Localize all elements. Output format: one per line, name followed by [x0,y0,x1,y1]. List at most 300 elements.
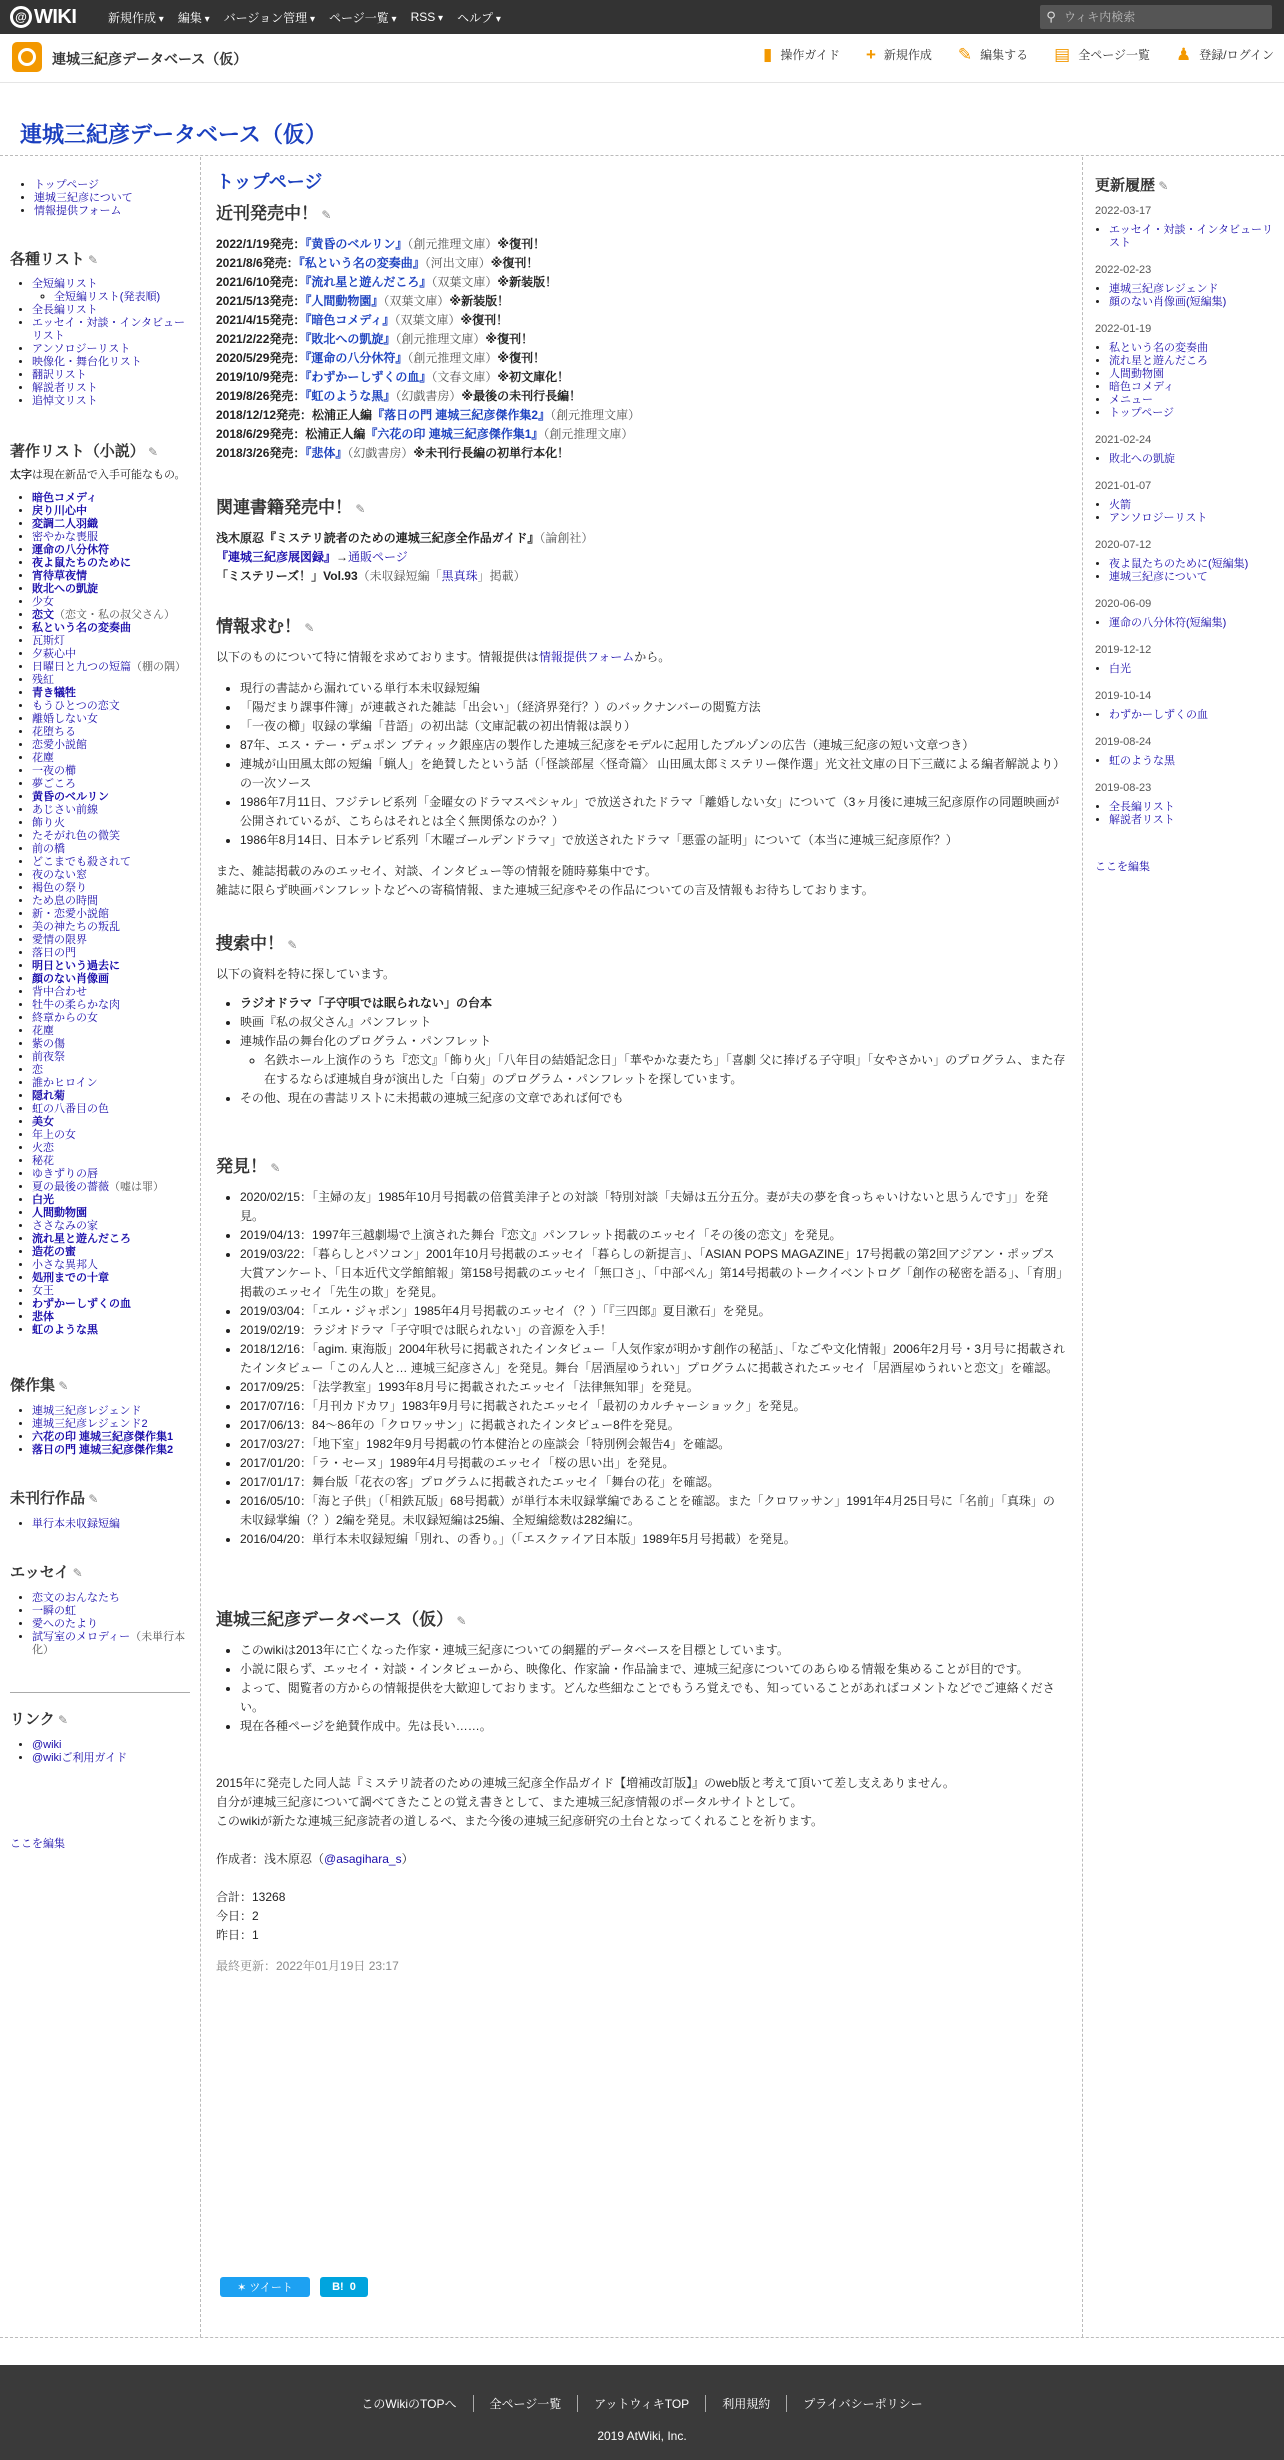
recent-change-date: 2022-03-17 [1095,205,1152,217]
left-link-label: トップページ [34,179,100,191]
search-input[interactable] [1062,9,1266,25]
work-title: 背中合わせ [32,986,87,998]
lists-list [10,278,195,408]
work-item[interactable] [32,817,195,830]
footer-link-terms[interactable]: 利用規約 [705,2395,786,2412]
footer-link-privacy[interactable]: プライバシーポリシー [786,2395,938,2412]
list-item: • 映画『私の叔父さん』パンフレット [240,1013,1066,1032]
work-item[interactable] [32,960,195,973]
release-title[interactable]: 『敗北への凱旋』 [305,332,396,346]
essay-item[interactable] [32,1592,195,1605]
document-icon: ▤ [1054,45,1071,64]
release-date: 2018/6/29発売：松浦正人編 [216,427,366,441]
work-title: ささなみの家 [32,1220,98,1232]
release-publisher: （双葉文庫） [431,275,498,289]
release-status: ※復刊！ [460,313,509,327]
recent-change-items [1095,283,1275,309]
essay-item[interactable] [32,1631,195,1657]
all-pages-button[interactable] [1054,46,1150,63]
work-item[interactable] [32,492,195,505]
recent-change-group [1095,323,1275,420]
work-title: 日曜日と九つの短篇 [32,661,131,673]
footer-link-all-pages[interactable]: 全ページ一覧 [473,2395,578,2412]
work-title: あじさい前線 [32,804,98,816]
release-publisher: （文春文庫） [431,370,498,384]
work-title: 残紅 [32,674,54,686]
release-status: ※復刊！ [497,237,546,251]
recent-change-label: エッセイ・対談・インタビューリスト [1109,224,1274,249]
list-item[interactable]: • 全短編リスト ◦ 全短編リスト(発表順) [32,278,195,304]
work-item[interactable] [32,635,195,648]
recent-change-item[interactable] [1109,342,1275,355]
work-title: 夏の最後の薔薇 [32,1181,109,1193]
guide-icon: ▮ [762,45,773,64]
new-release-item [216,292,1066,311]
info-intro: 以下のものについて特に情報を求めております。情報提供は情報提供フォームから。 [216,650,671,664]
recent-change-group [1095,598,1275,630]
list-item[interactable]: • 解説者リスト [32,382,195,395]
work-item[interactable] [32,570,195,583]
about-para: 自分が連城三紀彦について調べてきたことの覚え書きとして、また連城三紀彦情報のポータルサイトとして。 [216,1795,803,1809]
new-page-button[interactable] [866,46,932,63]
work-title: 敗北への凱旋 [32,583,98,595]
found-section [216,1157,1066,1549]
works-list [10,492,195,1337]
found-item: • 2017/07/16：「月刊カドカワ」1983年9月号に掲載されたエッセイ「最初のカルチャーショック」を発見。 [240,1397,1066,1416]
work-item[interactable] [32,1142,195,1155]
work-title: 誰かヒロイン [32,1077,98,1089]
release-date: 2019/8/26発売： [216,389,306,403]
recent-change-item[interactable] [1109,283,1275,296]
work-item[interactable] [32,1090,195,1103]
work-title: 宵待草夜情 [32,570,87,582]
work-item[interactable] [32,895,195,908]
left-link-item[interactable] [34,205,192,218]
release-status: ※復刊！ [485,332,534,346]
work-title: 変調二人羽織 [32,518,98,530]
info-wanted-section [216,617,1066,900]
work-item[interactable] [32,986,195,999]
release-publisher: （双葉文庫） [394,313,461,327]
work-item[interactable] [32,648,195,661]
work-item[interactable] [32,1155,195,1168]
new-release-item [216,349,1066,368]
recent-change-date: 2019-08-24 [1095,736,1152,748]
new-release-item [216,368,1066,387]
work-item[interactable] [32,1181,195,1194]
essay-title: 恋文のおんなたち [32,1592,120,1604]
work-item[interactable] [32,726,195,739]
work-item[interactable] [32,908,195,921]
work-title: どこまでも殺されて [32,856,131,868]
menu-help[interactable]: ヘルプ ▾ [457,9,501,26]
release-title[interactable]: 『黄昏のベルリン』 [305,237,408,251]
top-menu [108,0,501,34]
work-item[interactable] [32,830,195,843]
menu-new[interactable]: 新規作成 ▾ [108,9,164,26]
menu-rss[interactable]: RSS ▾ [411,10,444,24]
recent-change-item[interactable] [1109,512,1275,525]
work-item[interactable] [32,778,195,791]
work-title: 花塵 [32,752,54,764]
work-item[interactable] [32,791,195,804]
work-item[interactable] [32,609,195,622]
work-note: （棚の隅） [131,661,186,673]
work-item[interactable] [32,1207,195,1220]
tweet-button[interactable] [220,2277,310,2297]
last-update: 最終更新：2022年01月19日 23:17 [216,1959,399,1973]
release-status: ※未刊行長編の初単行本化！ [413,446,570,460]
work-item[interactable] [32,1259,195,1272]
recent-change-label: 解説者リスト [1109,814,1175,826]
work-title: 褐色の祭り [32,882,87,894]
work-title: 前の橋 [32,843,65,855]
work-title: 花塵 [32,1025,54,1037]
work-item[interactable] [32,544,195,557]
new-release-item [216,311,1066,330]
work-title: ため息の時間 [32,895,98,907]
release-date: 2021/8/6発売： [216,256,299,270]
work-item[interactable] [32,804,195,817]
work-item[interactable] [32,1220,195,1233]
collection-item[interactable] [32,1405,195,1418]
work-title: たそがれ色の微笑 [32,830,120,842]
recent-change-label: 顔のない肖像画(短編集) [1109,296,1227,308]
release-title[interactable]: 『暗色コメディ』 [305,313,395,327]
release-title[interactable]: 『流れ星と遊んだころ』 [305,275,432,289]
footer-link-top[interactable]: このWikiのTOPへ [361,2397,457,2411]
work-title: 青き犠牲 [32,687,76,699]
work-item[interactable] [32,1051,195,1064]
recent-change-label: 白光 [1109,663,1131,675]
work-title: 運命の八分休符 [32,544,109,556]
recent-change-items [1095,709,1275,722]
info-item: • 「一夜の櫛」収録の掌編「昔語」の初出誌（文庫記載の初出情報は誤り） [240,717,1066,736]
recent-change-label: 運命の八分休符(短編集) [1109,617,1227,629]
work-item[interactable] [32,869,195,882]
release-status: ※最後の未刊行長編！ [461,389,582,403]
work-title: 紫の傷 [32,1038,65,1050]
lists-heading: 各種リスト ✎ [10,253,195,267]
recent-change-date: 2022-02-23 [1095,264,1152,276]
work-title: 暗色コメディ [32,492,98,504]
work-title: 悲体 [32,1311,54,1323]
recent-change-items [1095,453,1275,466]
work-title: 白光 [32,1194,54,1206]
about-item: • 小説に限らず、エッセイ・対談・インタビューから、映像化、作家論・作品論まで、連城三紀彦についてのあらゆる情報を集めることが目的です。 [240,1660,1066,1679]
list-item[interactable]: • 追悼文リスト [32,395,195,408]
left-edit-link[interactable]: ここを編集 [10,1838,65,1850]
work-item[interactable] [32,1272,195,1285]
related-heading: 関連書籍発売中！ ✎ [216,498,1066,519]
work-item[interactable] [32,973,195,986]
info-item: • 現行の書誌から漏れている単行本未収録短編 [240,679,1066,698]
work-item[interactable] [32,596,195,609]
recent-change-date: 2022-01-19 [1095,323,1152,335]
site-name[interactable]: 連城三紀彦データベース（仮） [52,51,248,67]
links-heading: リンク ✎ [10,1713,195,1727]
recent-change-item[interactable] [1109,663,1275,676]
list-item[interactable]: • @wikiご利用ガイド [32,1752,195,1765]
work-title: 花堕ちる [32,726,76,738]
recent-change-date: 2019-10-14 [1095,690,1152,702]
essay-item[interactable] [32,1618,195,1631]
release-date: 2021/5/13発売： [216,294,306,308]
recent-change-item[interactable] [1109,571,1275,584]
work-title: 密やかな喪服 [32,531,98,543]
recent-changes [1095,179,1275,874]
new-release-item [216,273,1066,292]
release-title[interactable]: 『落日の門 連城三紀彦傑作集2』 [372,408,551,422]
list-item[interactable]: • @wiki [32,1739,195,1752]
collection-title: 落日の門 連城三紀彦傑作集2 [32,1444,174,1456]
essay-title: 試写室のメロディー [32,1631,131,1643]
release-publisher: （創元推理文庫） [407,237,498,251]
recent-change-item[interactable] [1109,801,1275,814]
main-content [200,157,1082,2337]
guide-button[interactable] [763,46,840,63]
work-item[interactable] [32,661,195,674]
collection-title: 連城三紀彦レジェンド [32,1405,142,1417]
release-date: 2018/12/12発売：松浦正人編 [216,408,373,422]
info-item: • 1986年7月11日、フジテレビ系列「金曜女のドラマスペシャル」で放送されたドラマ「離婚しない女」について（3ヶ月後に連城三紀彦原作の同題映画が公開されているが、こちらはそれとは全く無関係なのか？） [240,793,1066,831]
atwiki-logo[interactable] [10,5,76,29]
work-item[interactable] [32,674,195,687]
recent-change-item[interactable] [1109,755,1275,768]
work-title: 流れ星と遊んだころ [32,1233,131,1245]
menu-version[interactable]: バージョン管理 ▾ [224,9,315,26]
work-title: 新・恋愛小説館 [32,908,109,920]
work-item[interactable] [32,1324,195,1337]
work-item[interactable] [32,856,195,869]
recent-change-item[interactable] [1109,709,1275,722]
work-item[interactable] [32,700,195,713]
work-item[interactable] [32,531,195,544]
list-item[interactable]: • アンソロジーリスト [32,343,195,356]
list-item[interactable]: • エッセイ・対談・インタビューリスト [32,317,195,343]
lists-section [10,253,195,408]
recent-change-date: 2021-02-24 [1095,434,1152,446]
work-item[interactable] [32,1129,195,1142]
about-item: • 現在各種ページを絶賛作成中。先は長い……。 [240,1717,1066,1736]
info-after-1: また、雑誌掲載のみのエッセイ、対談、インタビュー等の情報を随時募集中です。 [216,864,657,878]
work-item[interactable] [32,1025,195,1038]
recent-change-item[interactable] [1109,453,1275,466]
work-item[interactable] [32,1233,195,1246]
recent-change-group [1095,782,1275,827]
recent-change-items [1095,755,1275,768]
recent-change-item[interactable] [1109,355,1275,368]
release-publisher: （双葉文庫） [383,294,450,308]
found-item: • 2017/01/20：「ラ・セーヌ」1989年4月号掲載のエッセイ「桜の思い出」を発見。 [240,1454,1066,1473]
essay-title: 一瞬の虹 [32,1605,76,1617]
collection-item[interactable] [32,1444,195,1457]
tweet-label: ツイート [249,2282,293,2294]
recent-change-items [1095,499,1275,525]
work-item[interactable] [32,1246,195,1259]
release-title[interactable]: 『運命の八分休符』 [305,351,408,365]
menu-edit[interactable]: 編集 ▾ [178,9,210,26]
list-item[interactable]: ◦ 全短編リスト(発表順) [54,291,195,304]
searching-section [216,934,1066,1108]
release-title[interactable]: 『人間動物園』 [305,294,384,308]
menu-page-list[interactable]: ページ一覧 ▾ [329,9,397,26]
work-title: 瓦斯灯 [32,635,65,647]
work-title: 虹のような黒 [32,1324,98,1336]
collection-item[interactable] [32,1418,195,1431]
work-item[interactable] [32,687,195,700]
work-item[interactable] [32,882,195,895]
hatena-bookmark-button[interactable] [320,2277,368,2297]
work-item[interactable] [32,1038,195,1051]
recent-change-item[interactable] [1109,394,1275,407]
recent-change-items [1095,801,1275,827]
release-title[interactable]: 『虹のような黒』 [305,389,396,403]
recent-change-date: 2020-06-09 [1095,598,1152,610]
collection-item[interactable] [32,1431,195,1444]
collection-title: 六花の印 連城三紀彦傑作集1 [32,1431,174,1443]
work-title: 少女 [32,596,54,608]
work-title: 牡牛の柔らかな肉 [32,999,120,1011]
info-list [216,679,1066,850]
counter-total: 合計：13268 [216,1890,286,1904]
found-item: • 2016/04/20：単行本未収録短編「別れ、の香り。」（「エスクァイア日本版」1989年5月号掲載）を発見。 [240,1530,1066,1549]
essay-item[interactable] [32,1605,195,1618]
release-status: ※復刊！ [490,256,539,270]
login-button[interactable] [1176,46,1274,63]
release-publisher: （幻戯書房） [347,446,414,460]
recent-change-group [1095,644,1275,676]
work-item[interactable] [32,1194,195,1207]
edit-button[interactable] [958,46,1028,63]
recent-change-item[interactable] [1109,407,1275,420]
release-title[interactable]: 『六花の印 連城三紀彦傑作集1』 [365,427,544,441]
left-link-item[interactable] [34,179,192,192]
work-item[interactable] [32,739,195,752]
work-item[interactable] [32,1077,195,1090]
recent-change-item[interactable] [1109,368,1275,381]
list-item[interactable]: • 映像化・舞台化リスト [32,356,195,369]
list-item[interactable]: • 単行本未収録短編 [32,1518,195,1531]
work-item[interactable] [32,583,195,596]
recent-change-item[interactable] [1109,499,1275,512]
work-item[interactable] [32,1311,195,1324]
recent-change-item[interactable] [1109,558,1275,571]
work-item[interactable] [32,934,195,947]
recent-change-label: 連城三紀彦レジェンド [1109,283,1219,295]
work-item[interactable] [32,1285,195,1298]
counter-yesterday: 昨日：1 [216,1928,259,1942]
recent-change-item[interactable] [1109,296,1275,309]
recent-change-item[interactable] [1109,617,1275,630]
release-date: 2020/5/29発売： [216,351,306,365]
new-release-item [216,330,1066,349]
search-icon[interactable]: ⚲ [1046,9,1056,24]
work-item[interactable] [32,999,195,1012]
found-item: • 2016/05/10：「海と子供」（「相鉄瓦版」68号掲載）が単行本未収録掌編であることを確認。また「クロワッサン」1991年4月25日号に「名前」「真珠」の未収録掌編（？）2編を発見。未収録短編は25編、全短編総数は282編に。 [240,1492,1066,1530]
work-item[interactable] [32,843,195,856]
left-divider [10,1692,190,1693]
work-item[interactable] [32,1298,195,1311]
recent-change-label: アンソロジーリスト [1109,512,1208,524]
new-release-item [216,425,1066,444]
searching-heading: 捜索中！ ✎ [216,934,1066,955]
release-title[interactable]: 『わずかーしずくの血』 [305,370,432,384]
work-item[interactable] [32,921,195,934]
work-title: 愛情の限界 [32,934,87,946]
found-item: • 2017/03/27：「地下室」1982年9月号掲載の竹本健治との座談会「特別例会報告4」を確認。 [240,1435,1066,1454]
found-item: • 2017/01/17：舞台版「花衣の客」プログラムに掲載されたエッセイ「舞台の花」を確認。 [240,1473,1066,1492]
recent-change-date: 2021-01-07 [1095,480,1152,492]
recent-change-item[interactable] [1109,224,1275,250]
release-status: ※初文庫化！ [497,370,570,384]
searching-intro: 以下の資料を特に探しています。 [216,967,396,981]
release-status: ※復刊！ [497,351,546,365]
work-item[interactable] [32,505,195,518]
work-item[interactable] [32,947,195,960]
info-item: • 連城が山田風太郎の短編「蝋人」を絶賛したという話（「怪談部屋〈怪奇篇〉 山田風太郎ミステリー傑作選」光文社文庫の日下三蔵による編者解説より）の一次ソース [240,755,1066,793]
pencil-icon: ✎ [957,45,973,64]
about-list [216,1641,1066,1736]
info-item: • 87年、エス・テー・デュポン ブティック銀座店の製作した連城三紀彦をモデルに起用したブルゾンの広告（連城三紀彦の短い文章つき） [240,736,1066,755]
work-title: 虹の八番目の色 [32,1103,109,1115]
work-item[interactable] [32,557,195,570]
work-item[interactable] [32,1012,195,1025]
work-item[interactable] [32,1103,195,1116]
left-link-item[interactable] [34,192,192,205]
site-logo-icon[interactable] [12,42,42,72]
recent-change-label: 人間動物園 [1109,368,1164,380]
page-title[interactable]: 連城三紀彦データベース（仮） [20,122,327,147]
right-edit-link[interactable]: ここを編集 [1095,861,1150,873]
work-item[interactable] [32,1064,195,1077]
recent-change-group [1095,434,1275,466]
release-title[interactable]: 『悲体』 [305,446,348,460]
work-item[interactable] [32,622,195,635]
work-title: 女王 [32,1285,54,1297]
work-title: もうひとつの恋文 [32,700,120,712]
footer-link-atwiki-top[interactable]: アットウィキTOP [577,2395,705,2412]
collection-title: 連城三紀彦レジェンド2 [32,1418,148,1430]
work-title: 小さな異邦人 [32,1259,98,1271]
recent-change-label: 虹のような黒 [1109,755,1175,767]
recent-change-label: トップページ [1109,407,1175,419]
work-item[interactable] [32,765,195,778]
work-title: 恋愛小説館 [32,739,87,751]
essay-section [10,1566,195,1657]
essay-title: 愛へのたより [32,1618,98,1630]
login-label: 登録/ログイン [1199,48,1274,62]
work-item[interactable] [32,752,195,765]
recent-change-item[interactable] [1109,814,1275,827]
list-item[interactable]: • 翻訳リスト [32,369,195,382]
work-item[interactable] [32,518,195,531]
list-item[interactable]: • 全長編リスト [32,304,195,317]
work-title: 顔のない肖像画 [32,973,109,985]
recent-change-date: 2019-12-12 [1095,644,1152,656]
work-item[interactable] [32,1168,195,1181]
found-item: • 2019/03/22：「暮らしとパソコン」2001年10月号掲載のエッセイ「暮らしの新提言」、「ASIAN POPS MAGAZINE」17号掲載の第2回アジアン・ポップス大賞アンケート、「日本近代文学館館報」第158号掲載のエッセイ「無口さ」、「中部ぺん」第14号掲載のトークイベントログ「創作の秘密を語る」、「育朋」掲載のエッセイ「先生の欺」を発見。 [240,1245,1066,1302]
work-title: 飾り火 [32,817,65,829]
recent-change-item[interactable] [1109,381,1275,394]
found-item: • 2019/03/04：「エル・ジャポン」1985年4月号掲載のエッセイ（？）「『三四郎』夏目漱石」を発見。 [240,1302,1066,1321]
release-title[interactable]: 『私という名の変奏曲』 [298,256,425,270]
left-link-label: 連城三紀彦について [34,192,133,204]
work-note: （嘘は罪） [109,1181,164,1193]
release-date: 2018/3/26発売： [216,446,306,460]
work-item[interactable] [32,1116,195,1129]
work-item[interactable] [32,713,195,726]
